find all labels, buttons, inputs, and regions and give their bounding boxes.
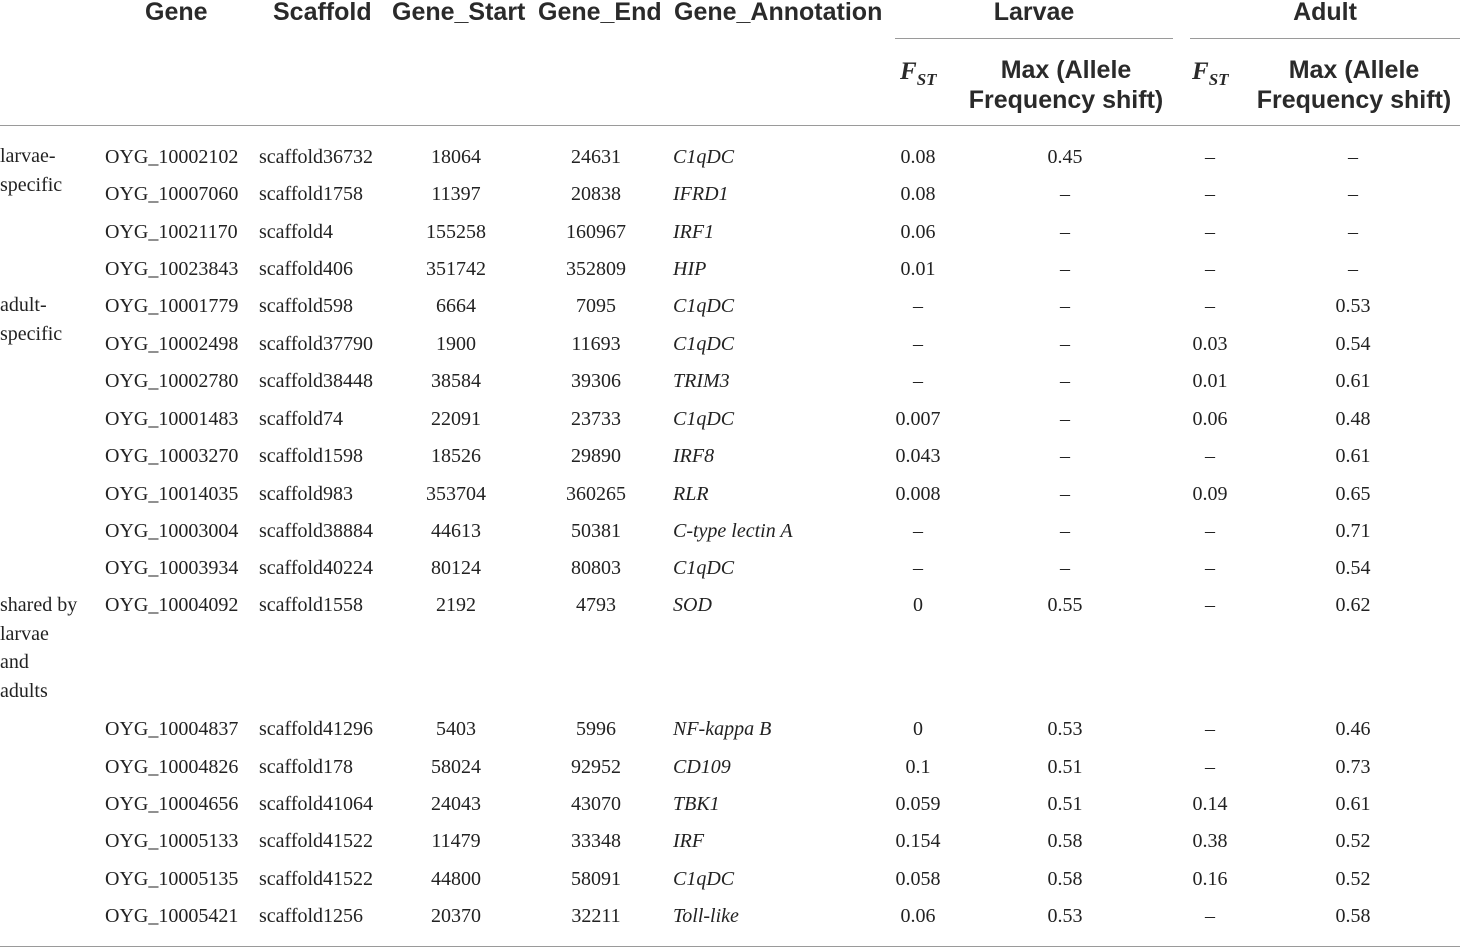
cell-adult-max-shift: 0.46	[1335, 718, 1371, 740]
cell-adult-fst: –	[1205, 594, 1215, 616]
cell-scaffold: scaffold598	[259, 295, 354, 317]
cell-scaffold: scaffold1758	[259, 183, 364, 205]
cell-gene-end: 29890	[571, 445, 621, 467]
col-header-larvae-fst: $F_{ST}$	[900, 58, 937, 89]
cell-adult-fst: –	[1205, 221, 1215, 243]
cell-larvae-fst: 0.08	[900, 183, 936, 205]
cell-adult-fst: –	[1205, 295, 1215, 317]
cell-gene-end: 5996	[576, 718, 616, 740]
cell-gene-start: 58024	[431, 756, 481, 778]
cell-gene-start: 353704	[426, 483, 486, 505]
table-row	[0, 143, 1460, 180]
cell-gene-end: 32211	[571, 905, 621, 927]
cell-adult-fst: 0.06	[1192, 408, 1228, 430]
col-header-gene-end: Gene_End	[538, 0, 662, 26]
cell-scaffold: scaffold38448	[259, 370, 374, 392]
group-label-shared: shared by larvae and adults	[0, 594, 78, 702]
cell-gene-annotation: RLR	[673, 483, 709, 505]
cell-gene-start: 80124	[431, 557, 481, 579]
cell-gene-annotation: CD109	[673, 756, 731, 778]
table-row	[0, 827, 1460, 864]
cell-adult-max-shift: 0.65	[1335, 483, 1371, 505]
cell-adult-max-shift: –	[1348, 146, 1358, 168]
col-header-gene-start: Gene_Start	[392, 0, 526, 26]
table-row	[0, 330, 1460, 367]
cell-gene: OYG_10002780	[105, 370, 239, 392]
cell-adult-fst: 0.16	[1192, 868, 1228, 890]
cell-adult-max-shift: –	[1348, 221, 1358, 243]
cell-gene-start: 20370	[431, 905, 481, 927]
cell-larvae-max-shift: 0.45	[1047, 146, 1083, 168]
cell-scaffold: scaffold37790	[259, 333, 374, 355]
col-header-gene-annotation: Gene_Annotation	[674, 0, 883, 26]
cell-gene-end: 352809	[566, 258, 626, 280]
cell-gene: OYG_10005133	[105, 830, 239, 852]
table-bottom-rule	[0, 946, 1460, 947]
cell-adult-max-shift: 0.53	[1335, 295, 1371, 317]
cell-scaffold: scaffold406	[259, 258, 354, 280]
cell-gene-annotation: SOD	[673, 594, 712, 616]
cell-gene-annotation: C-type lectin A	[673, 520, 793, 542]
cell-gene-end: 7095	[576, 295, 616, 317]
cell-gene-annotation: Toll-like	[673, 905, 739, 927]
cell-larvae-max-shift: 0.53	[1047, 905, 1083, 927]
cell-gene: OYG_10005135	[105, 868, 239, 890]
cell-adult-fst: 0.09	[1192, 483, 1228, 505]
col-header-larvae-max-shift: Max (Allele Frequency shift)	[968, 56, 1164, 114]
adult-group-rule	[1190, 38, 1460, 39]
cell-gene: OYG_10002498	[105, 333, 239, 355]
cell-larvae-max-shift: –	[1060, 258, 1070, 280]
cell-adult-max-shift: 0.54	[1335, 557, 1371, 579]
cell-gene-end: 11693	[571, 333, 621, 355]
cell-gene: OYG_10001779	[105, 295, 239, 317]
cell-gene-end: 360265	[566, 483, 626, 505]
cell-gene-end: 43070	[571, 793, 621, 815]
cell-larvae-max-shift: –	[1060, 520, 1070, 542]
cell-gene-start: 44613	[431, 520, 481, 542]
cell-gene: OYG_10014035	[105, 483, 239, 505]
cell-larvae-max-shift: –	[1060, 333, 1070, 355]
cell-larvae-fst: 0.058	[895, 868, 941, 890]
cell-larvae-fst: –	[913, 295, 923, 317]
cell-gene-annotation: C1qDC	[673, 868, 735, 890]
cell-gene-annotation: TBK1	[673, 793, 720, 815]
cell-larvae-max-shift: –	[1060, 557, 1070, 579]
cell-gene-start: 24043	[431, 793, 481, 815]
cell-gene-end: 50381	[571, 520, 621, 542]
cell-scaffold: scaffold1558	[259, 594, 364, 616]
cell-larvae-max-shift: 0.53	[1047, 718, 1083, 740]
cell-adult-max-shift: 0.52	[1335, 868, 1371, 890]
cell-gene-end: 33348	[571, 830, 621, 852]
cell-gene: OYG_10021170	[105, 221, 238, 243]
cell-larvae-fst: 0.06	[900, 221, 936, 243]
cell-gene: OYG_10003270	[105, 445, 239, 467]
cell-adult-fst: 0.14	[1192, 793, 1228, 815]
cell-adult-fst: –	[1205, 905, 1215, 927]
cell-adult-max-shift: 0.48	[1335, 408, 1371, 430]
cell-larvae-fst: 0.059	[895, 793, 941, 815]
cell-gene-start: 18064	[431, 146, 481, 168]
cell-larvae-max-shift: 0.51	[1047, 756, 1083, 778]
cell-scaffold: scaffold41522	[259, 830, 374, 852]
table-row	[0, 902, 1460, 939]
cell-gene-annotation: NF-kappa B	[673, 718, 772, 740]
cell-scaffold: scaffold40224	[259, 557, 374, 579]
cell-larvae-max-shift: –	[1060, 295, 1070, 317]
cell-adult-fst: –	[1205, 146, 1215, 168]
cell-gene-end: 4793	[576, 594, 616, 616]
cell-gene-end: 20838	[571, 183, 621, 205]
cell-adult-fst: 0.01	[1192, 370, 1228, 392]
cell-gene: OYG_10004656	[105, 793, 239, 815]
cell-scaffold: scaffold41296	[259, 718, 374, 740]
cell-scaffold: scaffold983	[259, 483, 354, 505]
cell-adult-max-shift: 0.61	[1335, 793, 1371, 815]
table-row	[0, 554, 1460, 591]
cell-adult-fst: –	[1205, 557, 1215, 579]
cell-gene-annotation: TRIM3	[673, 370, 730, 392]
cell-gene: OYG_10004837	[105, 718, 239, 740]
cell-scaffold: scaffold41522	[259, 868, 374, 890]
cell-gene-end: 23733	[571, 408, 621, 430]
cell-gene-annotation: C1qDC	[673, 408, 735, 430]
table-row	[0, 591, 1460, 628]
cell-gene-end: 39306	[571, 370, 621, 392]
table-row	[0, 865, 1460, 902]
cell-larvae-max-shift: –	[1060, 370, 1070, 392]
cell-gene-end: 92952	[571, 756, 621, 778]
cell-gene-annotation: IRF1	[673, 221, 715, 243]
cell-larvae-fst: 0.06	[900, 905, 936, 927]
cell-gene-annotation: C1qDC	[673, 146, 735, 168]
cell-larvae-max-shift: 0.58	[1047, 868, 1083, 890]
cell-adult-fst: –	[1205, 258, 1215, 280]
group-label-larvae-specific: larvae- specific	[0, 145, 63, 196]
cell-gene: OYG_10004826	[105, 756, 239, 778]
cell-gene-end: 58091	[571, 868, 621, 890]
cell-adult-max-shift: 0.54	[1335, 333, 1371, 355]
cell-gene-end: 160967	[566, 221, 626, 243]
cell-adult-max-shift: 0.73	[1335, 756, 1371, 778]
table-row	[0, 442, 1460, 479]
cell-scaffold: scaffold1256	[259, 905, 364, 927]
group-header-larvae: Larvae	[993, 0, 1075, 26]
cell-gene-annotation: HIP	[673, 258, 707, 280]
cell-larvae-fst: –	[913, 557, 923, 579]
table-row	[0, 367, 1460, 404]
header-bottom-rule	[0, 125, 1460, 126]
group-header-adult: Adult	[1293, 0, 1357, 26]
cell-adult-fst: –	[1205, 183, 1215, 205]
cell-gene-start: 155258	[426, 221, 486, 243]
cell-gene-start: 18526	[431, 445, 481, 467]
cell-adult-fst: 0.03	[1192, 333, 1228, 355]
table-row	[0, 753, 1460, 790]
cell-larvae-fst: 0.01	[900, 258, 936, 280]
cell-gene-annotation: IRF8	[673, 445, 715, 467]
table-row	[0, 790, 1460, 827]
cell-gene: OYG_10002102	[105, 146, 239, 168]
cell-larvae-fst: 0.043	[895, 445, 941, 467]
cell-gene-start: 1900	[436, 333, 476, 355]
cell-larvae-max-shift: 0.51	[1047, 793, 1083, 815]
cell-adult-max-shift: –	[1348, 258, 1358, 280]
cell-adult-max-shift: 0.61	[1335, 445, 1371, 467]
cell-adult-fst: –	[1205, 520, 1215, 542]
cell-larvae-max-shift: –	[1060, 408, 1070, 430]
cell-larvae-max-shift: –	[1060, 221, 1070, 243]
cell-scaffold: scaffold36732	[259, 146, 374, 168]
cell-adult-fst: –	[1205, 445, 1215, 467]
cell-gene: OYG_10004092	[105, 594, 239, 616]
cell-larvae-max-shift: –	[1060, 445, 1070, 467]
cell-larvae-max-shift: 0.55	[1047, 594, 1083, 616]
cell-gene: OYG_10003004	[105, 520, 239, 542]
larvae-group-rule	[895, 38, 1173, 39]
cell-scaffold: scaffold38884	[259, 520, 374, 542]
table-row	[0, 517, 1460, 554]
table-row	[0, 405, 1460, 442]
cell-gene: OYG_10003934	[105, 557, 239, 579]
cell-larvae-max-shift: 0.58	[1047, 830, 1083, 852]
col-header-scaffold: Scaffold	[273, 0, 372, 26]
cell-gene-annotation: C1qDC	[673, 333, 735, 355]
table-row	[0, 715, 1460, 752]
cell-gene-annotation: IRF	[673, 830, 705, 852]
cell-scaffold: scaffold178	[259, 756, 354, 778]
cell-larvae-fst: 0.007	[895, 408, 941, 430]
cell-larvae-fst: 0.1	[905, 756, 931, 778]
cell-gene-annotation: C1qDC	[673, 295, 735, 317]
cell-gene-annotation: IFRD1	[673, 183, 729, 205]
cell-gene-start: 11479	[431, 830, 481, 852]
cell-larvae-fst: –	[913, 333, 923, 355]
cell-adult-max-shift: 0.52	[1335, 830, 1371, 852]
col-header-adult-max-shift: Max (Allele Frequency shift)	[1256, 56, 1452, 114]
cell-larvae-fst: 0.154	[895, 830, 941, 852]
cell-gene-start: 44800	[431, 868, 481, 890]
col-header-gene: Gene	[145, 0, 208, 26]
cell-gene: OYG_10023843	[105, 258, 239, 280]
cell-adult-max-shift: 0.61	[1335, 370, 1371, 392]
cell-adult-fst: 0.38	[1192, 830, 1228, 852]
cell-gene-start: 6664	[436, 295, 476, 317]
col-header-adult-fst: $F_{ST}$	[1192, 58, 1229, 89]
cell-gene-end: 80803	[571, 557, 621, 579]
cell-gene-start: 22091	[431, 408, 481, 430]
group-label-adult-specific: adult- specific	[0, 294, 63, 345]
cell-adult-max-shift: 0.71	[1335, 520, 1371, 542]
cell-adult-max-shift: –	[1348, 183, 1358, 205]
table-row	[0, 292, 1460, 329]
cell-gene-end: 24631	[571, 146, 621, 168]
cell-gene: OYG_10005421	[105, 905, 239, 927]
cell-scaffold: scaffold41064	[259, 793, 374, 815]
cell-scaffold: scaffold1598	[259, 445, 364, 467]
cell-larvae-max-shift: –	[1060, 483, 1070, 505]
cell-larvae-fst: –	[913, 370, 923, 392]
cell-larvae-max-shift: –	[1060, 183, 1070, 205]
cell-larvae-fst: 0	[913, 594, 923, 616]
cell-larvae-fst: 0	[913, 718, 923, 740]
cell-gene: OYG_10007060	[105, 183, 239, 205]
cell-scaffold: scaffold74	[259, 408, 344, 430]
cell-gene-start: 38584	[431, 370, 481, 392]
cell-larvae-fst: –	[913, 520, 923, 542]
table-row	[0, 218, 1460, 255]
cell-gene-annotation: C1qDC	[673, 557, 735, 579]
table-row	[0, 480, 1460, 517]
cell-adult-fst: –	[1205, 718, 1215, 740]
cell-larvae-fst: 0.008	[895, 483, 941, 505]
table-row	[0, 180, 1460, 217]
cell-gene-start: 5403	[436, 718, 476, 740]
table-row	[0, 255, 1460, 292]
cell-adult-max-shift: 0.62	[1335, 594, 1371, 616]
cell-gene: OYG_10001483	[105, 408, 239, 430]
cell-scaffold: scaffold4	[259, 221, 334, 243]
cell-gene-start: 11397	[431, 183, 481, 205]
cell-adult-fst: –	[1205, 756, 1215, 778]
cell-larvae-fst: 0.08	[900, 146, 936, 168]
cell-adult-max-shift: 0.58	[1335, 905, 1371, 927]
cell-gene-start: 2192	[436, 594, 476, 616]
cell-gene-start: 351742	[426, 258, 486, 280]
